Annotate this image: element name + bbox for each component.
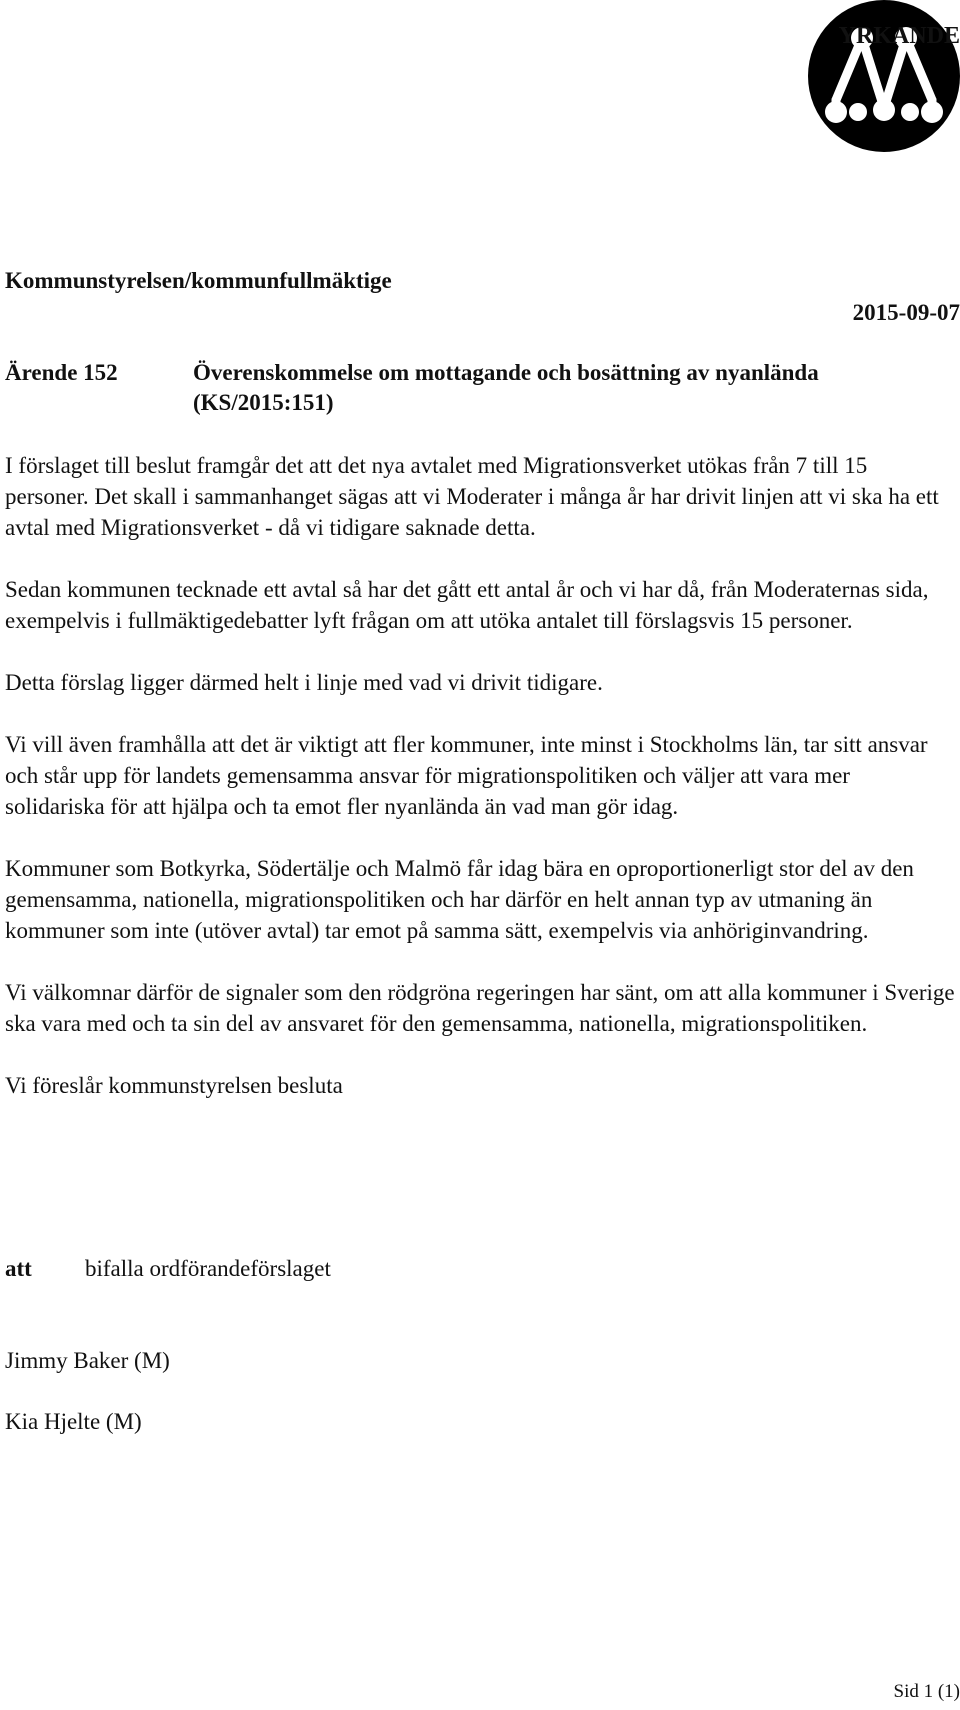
case-title	[193, 358, 933, 418]
signer-name: Kia Hjelte (M)	[5, 1409, 142, 1434]
body-paragraph: Vi välkomnar därför de signaler som den rödgröna regeringen har sänt, om att alla kommuner i Sverige ska vara med och ta sin del av ansvaret för den gemensamma, nationella, migrationspolitiken.	[5, 980, 955, 1036]
document-body	[5, 450, 955, 1132]
body-paragraph: Detta förslag ligger därmed helt i linje med vad vi drivit tidigare.	[5, 670, 603, 695]
motion-keyword: att	[5, 1256, 32, 1281]
body-paragraph: Kommuner som Botkyrka, Södertälje och Malmö får idag bära en oproportionerligt stor del av den gemensamma, nationella, migrationspolitiken och har därför en helt annan typ av utmaning än kommuner som inte (utöver avtal) tar emot på samma sätt, exempelvis via anhöriginvandring.	[5, 856, 914, 943]
body-paragraph: Vi föreslår kommunstyrelsen besluta	[5, 1073, 343, 1098]
organization-name: Kommunstyrelsen/kommunfullmäktige	[5, 268, 392, 293]
body-paragraph: Vi vill även framhålla att det är viktigt att fler kommuner, inte minst i Stockholms län, tar sitt ansvar och står upp för landets gemensamma ansvar för migrationspolitiken och väljer att vara mer solidariska för att hjälpa och ta emot fler nyanlända än vad man gör idag.	[5, 732, 928, 819]
signer-name: Jimmy Baker (M)	[5, 1348, 170, 1373]
case-number: Ärende 152	[5, 360, 118, 385]
document-date: 2015-09-07	[852, 300, 960, 325]
case-title-line-1: Överenskommelse om mottagande och bosättning av nyanlända	[193, 360, 819, 385]
motion-text: bifalla ordförandeförslaget	[85, 1256, 331, 1281]
body-paragraph: I förslaget till beslut framgår det att det nya avtalet med Migrationsverket utökas från 7 till 15 personer. Det skall i sammanhanget sägas att vi Moderater i många år har drivit linjen att vi ska ha ett avtal med Migrationsverket - då vi tidigare saknade detta.	[5, 453, 939, 540]
body-paragraph: Sedan kommunen tecknade ett avtal så har det gått ett antal år och vi har då, från Moderaternas sida, exempelvis i fullmäktigedebatter lyft frågan om att utöka antalet till förslagsvis 15 personer.	[5, 577, 929, 633]
page-number: Sid 1 (1)	[893, 1681, 960, 1702]
document-type: YRKANDE	[838, 23, 960, 49]
motion-row	[5, 1253, 905, 1284]
case-title-line-2: (KS/2015:151)	[193, 390, 334, 415]
